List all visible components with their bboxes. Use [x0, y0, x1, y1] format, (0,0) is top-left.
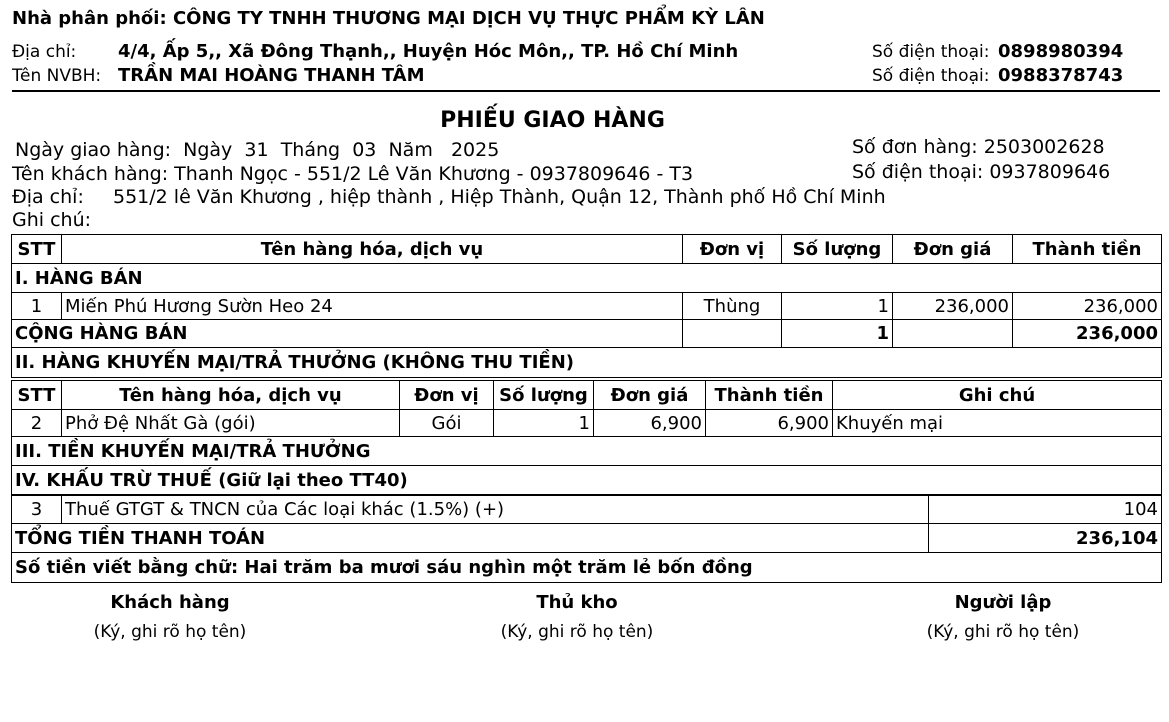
- staff-phone-label: Số điện thoại:: [872, 66, 990, 86]
- grand-total-label: TỔNG TIỀN THANH TOÁN: [12, 524, 929, 553]
- cell-qty: 1: [782, 293, 893, 320]
- table-row: [12, 293, 1162, 320]
- year-value: 2025: [450, 139, 500, 161]
- delivery-address: 551/2 lê Văn Khương , hiệp thành , Hiệp Thành, Quận 12, Thành phố Hồ Chí Minh: [113, 186, 886, 208]
- section-promo-money-row: [12, 437, 1162, 466]
- col-stt: STT: [12, 235, 62, 264]
- sales-sum-label: CỘNG HÀNG BÁN: [12, 320, 683, 348]
- promo-col-note: Ghi chú: [833, 381, 1162, 410]
- order-label: Số đơn hàng:: [852, 136, 978, 158]
- promo-cell-qty: 1: [494, 410, 594, 437]
- year-label: Năm: [388, 139, 433, 161]
- signature-preparer-hint: (Ký, ghi rõ họ tên): [926, 622, 1080, 642]
- amount-in-words: Số tiền viết bằng chữ: Hai trăm ba mươi sáu nghìn một trăm lẻ bốn đồng: [12, 553, 1162, 583]
- signature-preparer-title: Người lập: [954, 592, 1052, 613]
- section-tax-row: [12, 466, 1162, 495]
- grand-total-row: [12, 524, 1162, 553]
- amount-in-words-row: [12, 553, 1162, 583]
- month-value: 03: [352, 139, 377, 161]
- customer-label: Tên khách hàng:: [12, 163, 169, 185]
- day-label: Ngày: [183, 139, 233, 161]
- cell-price: 236,000: [893, 293, 1013, 320]
- customer-name: Thanh Ngọc - 551/2 Lê Văn Khương - 0937809646 - T3: [174, 163, 694, 185]
- promo-header-row: [12, 381, 1162, 410]
- section-sales-row: [12, 264, 1162, 293]
- order-number: [852, 136, 1105, 158]
- col-total: Thành tiền: [1013, 235, 1162, 264]
- section-promo-title: II. HÀNG KHUYẾN MẠI/TRẢ THƯỞNG (KHÔNG THU TIỀN): [12, 348, 1162, 378]
- promo-cell-note: Khuyến mại: [833, 410, 1162, 437]
- customer-phone-value: 0937809646: [989, 161, 1111, 183]
- totals-table: [11, 495, 1162, 583]
- sales-sum-total: 236,000: [1013, 320, 1162, 348]
- distributor-label: Nhà phân phối:: [12, 8, 167, 29]
- staff-phone: 0988378743: [998, 65, 1124, 86]
- promo-cell-price: 6,900: [594, 410, 706, 437]
- goods-table: [11, 234, 1162, 378]
- order-value: 2503002628: [983, 136, 1105, 158]
- sales-sum-price: [893, 320, 1013, 348]
- grand-total-amount: 236,104: [929, 524, 1162, 553]
- month-label: Tháng: [280, 139, 341, 161]
- delivery-address-label: Địa chỉ:: [12, 186, 84, 208]
- promo-col-price: Đơn giá: [594, 381, 706, 410]
- tax-row: [12, 496, 1162, 524]
- table-row: [12, 410, 1162, 437]
- col-price: Đơn giá: [893, 235, 1013, 264]
- signature-customer-title: Khách hàng: [110, 592, 230, 613]
- section-promo-row: [12, 348, 1162, 378]
- day-value: 31: [244, 139, 269, 161]
- promo-col-unit: Đơn vị: [400, 381, 494, 410]
- table-header-row: [12, 235, 1162, 264]
- distributor-name: CÔNG TY TNHH THƯƠNG MẠI DỊCH VỤ THỰC PHẨM KỲ LÂN: [172, 8, 765, 29]
- tax-name: Thuế GTGT & TNCN của Các loại khác (1.5%) (+): [62, 496, 929, 524]
- promo-cell-stt: 2: [12, 410, 62, 437]
- delivery-date: [15, 139, 499, 161]
- page-title: PHIẾU GIAO HÀNG: [440, 108, 665, 133]
- cell-unit: Thùng: [683, 293, 782, 320]
- cell-total: 236,000: [1013, 293, 1162, 320]
- promo-cell-total: 6,900: [706, 410, 833, 437]
- sales-sum-unit: [683, 320, 782, 348]
- promo-col-stt: STT: [12, 381, 62, 410]
- sales-sum-row: [12, 320, 1162, 348]
- customer-phone: [852, 161, 1110, 183]
- staff-name: TRẦN MAI HOÀNG THANH TÂM: [118, 65, 425, 86]
- delivery-date-label: Ngày giao hàng:: [15, 139, 172, 161]
- distributor-phone: 0898980394: [998, 41, 1124, 62]
- promo-col-total: Thành tiền: [706, 381, 833, 410]
- promo-table: [11, 380, 1162, 495]
- distributor-line: [12, 8, 765, 29]
- signature-warehouse-title: Thủ kho: [536, 592, 618, 613]
- signature-customer-hint: (Ký, ghi rõ họ tên): [93, 622, 247, 642]
- promo-cell-unit: Gói: [400, 410, 494, 437]
- header-divider: [12, 90, 1160, 92]
- section-sales-title: I. HÀNG BÁN: [12, 264, 1162, 293]
- promo-col-qty: Số lượng: [494, 381, 594, 410]
- cell-stt: 1: [12, 293, 62, 320]
- col-qty: Số lượng: [782, 235, 893, 264]
- cell-name: Miến Phú Hương Sườn Heo 24: [62, 293, 683, 320]
- section-promo-money-title: III. TIỀN KHUYẾN MẠI/TRẢ THƯỞNG: [12, 437, 1162, 466]
- sales-sum-qty: 1: [782, 320, 893, 348]
- col-unit: Đơn vị: [683, 235, 782, 264]
- distributor-phone-label: Số điện thoại:: [872, 42, 990, 62]
- distributor-address-label: Địa chỉ:: [12, 42, 77, 62]
- customer-line: [12, 163, 693, 185]
- tax-stt: 3: [12, 496, 62, 524]
- col-name: Tên hàng hóa, dịch vụ: [62, 235, 683, 264]
- promo-cell-name: Phở Đệ Nhất Gà (gói): [62, 410, 400, 437]
- note-label: Ghi chú:: [12, 209, 92, 231]
- promo-col-name: Tên hàng hóa, dịch vụ: [62, 381, 400, 410]
- distributor-address: 4/4, Ấp 5,, Xã Đông Thạnh,, Huyện Hóc Môn,, TP. Hồ Chí Minh: [118, 41, 739, 62]
- staff-label: Tên NVBH:: [12, 66, 102, 86]
- tax-amount: 104: [929, 496, 1162, 524]
- customer-phone-label: Số điện thoại:: [852, 161, 984, 183]
- signature-warehouse-hint: (Ký, ghi rõ họ tên): [500, 622, 654, 642]
- section-tax-title: IV. KHẤU TRỪ THUẾ (Giữ lại theo TT40): [12, 466, 1162, 495]
